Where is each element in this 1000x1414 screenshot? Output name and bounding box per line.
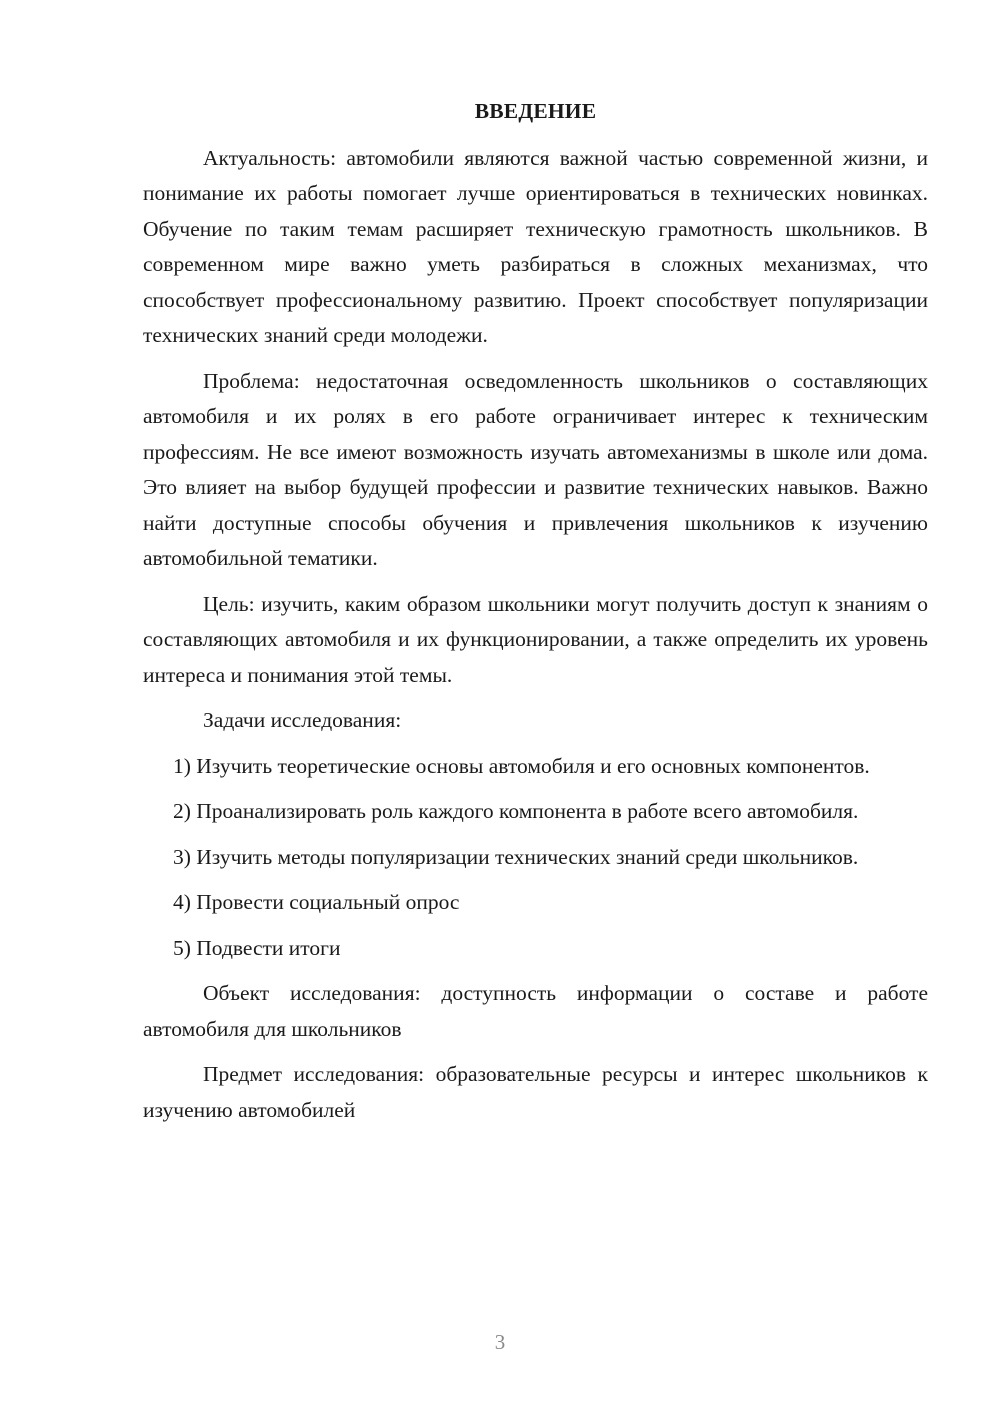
goal-paragraph: Цель: изучить, каким образом школьники могут получить доступ к знаниям о составляющих автомобиля и их функционировании, а также определить их уровень интереса и понимания этой темы.: [143, 591, 928, 687]
relevance-paragraph: Актуальность: автомобили являются важной частью современной жизни, и понимание их работы помогает лучше ориентироваться в технических новинках. Обучение по таким темам расширяет техническую грамотность школьников. В современном мире важно уметь разбираться в сложных механизмах, что способствует профессиональному развитию. Проект способствует популяризации технических знаний среди молодежи.: [143, 145, 928, 347]
task-item-4: 4) Провести социальный опрос: [173, 890, 460, 914]
task-item-5: 5) Подвести итоги: [173, 935, 341, 960]
document-title: ВВЕДЕНИЕ: [474, 99, 597, 123]
task-item-1: 1) Изучить теоретические основы автомобиля и его основных компонентов.: [173, 753, 870, 778]
problem-paragraph: Проблема: недостаточная осведомленность школьников о составляющих автомобиля и их ролях в его работе ограничивает интерес к техническим профессиям. Не все имеют возможность изучать автомеханизмы в школе или дома. Это влияет на выбор будущей профессии и развитие технических навыков. Важно найти доступные способы обучения и привлечения школьников к изучению автомобильной тематики.: [143, 368, 928, 570]
document-page: [143, 94, 928, 1138]
subject-paragraph: Предмет исследования: образовательные ресурсы и интерес школьников к изучению автомобилей: [143, 1062, 928, 1122]
task-item-3: 3) Изучить методы популяризации технических знаний среди школьников.: [173, 844, 859, 869]
page-number: 3: [494, 1330, 506, 1354]
task-item-2: 2) Проанализировать роль каждого компонента в работе всего автомобиля.: [173, 799, 859, 823]
tasks-heading: Задачи исследования:: [203, 708, 402, 732]
object-paragraph: Объект исследования: доступность информации о составе и работе автомобиля для школьников: [143, 981, 928, 1041]
